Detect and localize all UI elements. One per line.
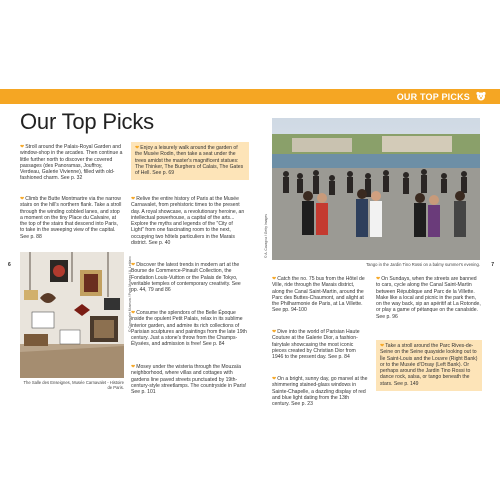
heart-icon: ❤ (272, 276, 277, 282)
page-title: Our Top Picks (20, 109, 154, 134)
heart-icon: ❤ (20, 144, 25, 150)
pick-palais-royal: ❤Stroll around the Palais-Royal Garden and window-shop in the arcades. Then continue a little further north to discover the covered passages (des Panoramas, Jouffroy, Verdeau, Galerie Vivienne), filled with old-fashioned charm. See p. 32 (20, 144, 123, 182)
pick-sainte-chapelle: ❤On a bright, sunny day, go marvel at the shimmering stained-glass windows in Sainte-Chapelle, a dazzling display of red and blue light dating from the 13th century. See p. 23 (272, 376, 368, 408)
page-number-right: 7 (491, 262, 494, 268)
pick-canal-saint-martin: ❤On Sundays, when the streets are banned to cars, cycle along the Canal Saint-Martin between République and Parc de la Villette. Make like a local and picnic in the park then, on the way back, sip an apéritif at La Rotonde, or play a game of pétanque on the canalside. See p. 96 (376, 276, 481, 320)
heart-icon: ❤ (131, 364, 136, 370)
pick-musee-rodin: ❤Enjoy a leisurely walk around the garden of the Musée Rodin, then take a seat under the trees amidst the master's magnificent statues: The Thinker, The Burghers of Calais, The Gates of Hell. See p. 69 (131, 142, 249, 180)
page-number-left: 6 (8, 262, 11, 268)
heart-icon: ❤ (131, 262, 136, 268)
photo-credit-right: © A. Cavagna / Getty Images (264, 214, 268, 258)
photo-salle-des-enseignes (20, 252, 124, 378)
pick-carnavalet: ❤Relive the entire history of Paris at the Musée Carnavalet, from prehistoric times to the present day. A royal showcase, a revolutionary heroine, an intellectual powerhouse, a capital of the arts... Explore the myths and legends of the "City of Light" from one fascinating room to the next, occupying two hôtels particuliers in the Marais district. See p. 40 (131, 196, 245, 247)
pick-rives-de-seine: ❤Take a stroll around the Parc Rives-de-Seine on the Seine quayside looking out to Île Saint-Louis and the Louvre (Right Bank) or to the Musée d'Orsay (Left Bank). Or perhaps around the Jardin Tino Rossi to dance rock, salsa, or tango beneath the stars. See p. 149 (376, 340, 482, 391)
pick-petit-palais: ❤Consume the splendors of the Belle Époque inside the opulent Petit Palais, relax in its sublime interior garden, and admire its rich collections of Parisian sculptures and paintings from the late 19th century. Just a stone's throw from the Champs-Élysées, and admission is free! See p. 84 (131, 310, 247, 348)
heart-icon: ❤ (20, 196, 25, 202)
caption-left: The Salle des Enseignes, Musée Carnavalet - Histoire de Paris. (23, 380, 124, 391)
pick-bus-75: ❤Catch the no. 75 bus from the Hôtel de Ville, ride through the Marais district, along the Canal Saint-Martin, around the Parc des Buttes-Chaumont, and alight at the Philharmonie de Paris, at La Villette. See pp. 94-100 (272, 276, 365, 314)
heart-icon: ❤ (272, 376, 277, 382)
heart-icon: ❤ (131, 310, 136, 316)
lion-mascot-icon (475, 91, 487, 101)
tango-dancers-illustration (272, 118, 480, 260)
heart-icon: ❤ (380, 343, 385, 349)
heart-icon: ❤ (131, 196, 136, 202)
heart-icon: ❤ (135, 145, 140, 151)
museum-signs-illustration (20, 252, 124, 378)
pick-galerie-dior: ❤Dive into the world of Parisian Haute Couture at the Galerie Dior, a fashion-fairytale showcasing the most iconic pieces created by Christian Dior from 1946 to the present day. See p. 84 (272, 329, 360, 361)
photo-tango-tino-rossi (272, 118, 480, 260)
banner-title: OUR TOP PICKS (396, 92, 470, 102)
pick-modern-art: ❤Discover the latest trends in modern art at the Bourse de Commerce-Pinault Collection, the Fondation Louis-Vuitton or the Palais de Tokyo, veritable temples of contemporary creativity. See pp. 44, 79 and 86 (131, 262, 241, 294)
pick-mouzaia: ❤Mosey under the wisteria through the Mouzaïa neighborhood, where villas and cottages with gardens line paved streets punctuated by 19th-century-style streetlamps. The countryside in Paris! See p. 101 (131, 364, 247, 396)
heart-icon: ❤ (376, 276, 381, 282)
pick-montmartre: ❤Climb the Butte Montmartre via the narrow stairs on the hill's northern flank. Take a stroll through the winding cobbled lanes, and stop a moment on the tiny Place du Calvaire, at the top of the stairs that descend into Paris, to take in the sweeping view of the capital. See p. 88 (20, 196, 122, 240)
photo-credit-left: © Carnavalet Museum / Paris Musées / A. Leblanc (128, 256, 132, 332)
caption-right: Tango in the Jardin Tino Rossi on a balmy summer's evening. (366, 262, 480, 267)
heart-icon: ❤ (272, 329, 277, 335)
